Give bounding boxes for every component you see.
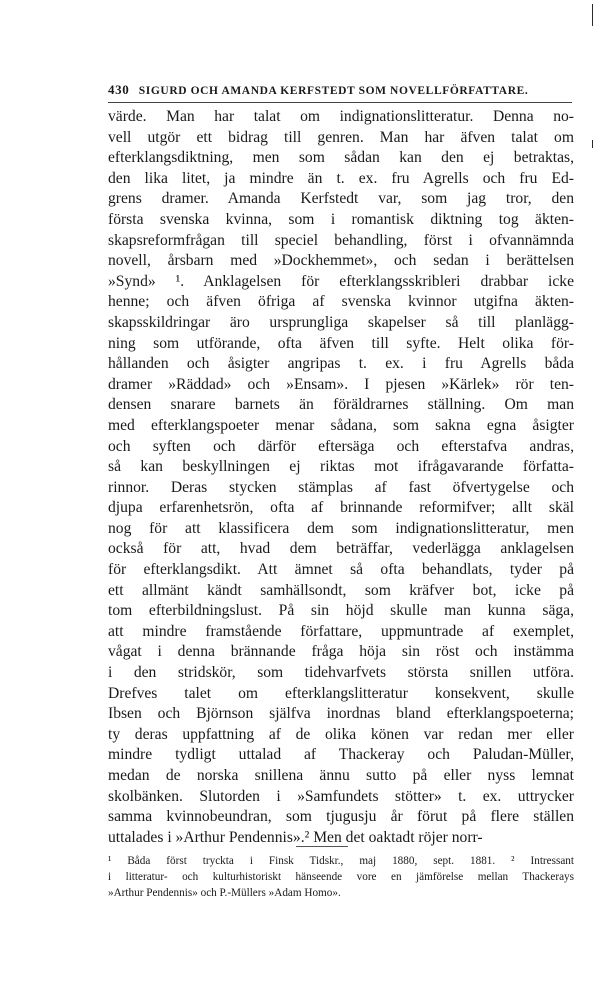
running-header: [108, 82, 574, 98]
body-text: [108, 107, 574, 848]
text-line: tom efterbildningslust. På sin höjd skulle man kunna säga,: [108, 602, 574, 620]
text-line: mindre tydligt uttalad af Thackeray och Paludan-Müller,: [108, 746, 574, 764]
header-rule: [108, 102, 572, 103]
text-line: och syften och därför eftersäga och efterstafva andras,: [108, 437, 574, 455]
text-line: ning som utförande, ofta äfven till syfte. Helt olika för-: [108, 334, 574, 352]
page-edge-mark: [592, 4, 593, 26]
footnote-line: »Arthur Pendennis» och P.-Müllers »Adam Homo».: [108, 887, 341, 899]
page-edge-mark: [592, 140, 593, 148]
text-line: skolbänken. Slutorden i »Samfundets stötter» t. ex. uttrycker: [108, 787, 574, 805]
text-line: medan de norska snillena ännu sutto på eller nyss lemnat: [108, 767, 574, 784]
footnote-rule: [296, 846, 348, 847]
text-line: grens dramer. Amanda Kerfstedt var, som jag tror, den: [108, 190, 574, 208]
text-line: också för att, hvad dem beträffar, vederlägga anklagelsen: [108, 540, 574, 558]
text-line: skapsskildringar äro ursprungliga skapelser så till planlägg-: [108, 313, 574, 331]
text-line: för efterklangsdikt. Att ämnet så ofta behandlats, tyder på: [108, 561, 574, 579]
text-line: henne; och äfven öfriga af svenska kvinnor utgifna äkten-: [108, 293, 574, 311]
text-line: vell utgör ett bidrag till genren. Man har äfven talat om: [108, 128, 574, 146]
text-line: ett allmänt kändt samhällsondt, som kräfver bot, icke på: [108, 581, 574, 599]
page-number: 430: [108, 82, 130, 97]
running-title: SIGURD OCH AMANDA KERFSTEDT SOM NOVELLFÖRFATTARE.: [138, 85, 529, 97]
text-line: dramer »Räddad» och »Ensam». I pjesen »Kärlek» rör ten-: [108, 375, 574, 393]
text-line: rinnor. Deras stycken stämplas af fast öfvertygelse och: [108, 478, 574, 496]
footnotes: [108, 853, 574, 901]
text-line: skapsreformfrågan till speciel behandling, först i ofvannämnda: [108, 231, 574, 249]
text-line: nog för att klassificera dem som indignationslitteratur, men: [108, 519, 574, 537]
text-line: Ibsen och Björnson själfva inordnas bland efterklangspoeterna;: [108, 705, 574, 723]
text-line: första svenska kvinna, som i romantisk diktning tog äkten-: [108, 210, 574, 228]
text-line: att mindre framstående författare, uppmuntrade af exemplet,: [108, 622, 574, 640]
text-line: värde. Man har talat om indignationslitteratur. Denna no-: [108, 108, 574, 125]
footnote-line: i litteratur- och kulturhistoriskt hänseende vore en jämförelse mellan Thackerays: [108, 871, 574, 883]
text-line: med efterklangspoeter menar sådana, som sakna egna åsigter: [108, 416, 574, 434]
text-line: hållanden och åsigter angripas t. ex. i fru Agrells båda: [108, 355, 574, 373]
text-line: Drefves talet om efterklangslitteratur konsekvent, skulle: [108, 684, 574, 702]
text-line: efterklangsdiktning, men som sådan kan den ej betraktas,: [108, 149, 574, 167]
text-line: djupa erfarenhetsrön, ofta af brinnande reformifver; allt skäl: [108, 499, 574, 517]
text-line: den lika litet, ja mindre än t. ex. fru Agrells och fru Ed-: [108, 169, 574, 187]
text-line: uttalades i »Arthur Pendennis».² Men det oaktadt röjer norr-: [108, 828, 483, 846]
text-line: densen snarare barnets än föräldrarnes ställning. Om man: [108, 396, 574, 414]
footnote-line: ¹ Båda först tryckta i Finsk Tidskr., maj 1880, sept. 1881. ² Intressant: [108, 855, 574, 867]
text-line: »Synd» ¹. Anklagelsen för efterklangsskribleri drabbar icke: [108, 272, 574, 290]
text-line: ty deras uppfattning af de olika könen var redan mer eller: [108, 725, 574, 743]
text-line: så kan beskyllningen ej riktas mot ifrågavarande författa-: [108, 458, 574, 476]
text-line: novell, årsbarn med »Dockhemmet», och sedan i berättelsen: [108, 252, 574, 270]
text-line: samma kvinnobeundran, som tjugusju år förut på flere ställen: [108, 808, 574, 826]
text-line: i den stridskör, som tidehvarfvets största snillen utföra.: [108, 664, 574, 682]
text-line: vågat i denna brännande fråga höja sin röst och instämma: [108, 643, 574, 661]
